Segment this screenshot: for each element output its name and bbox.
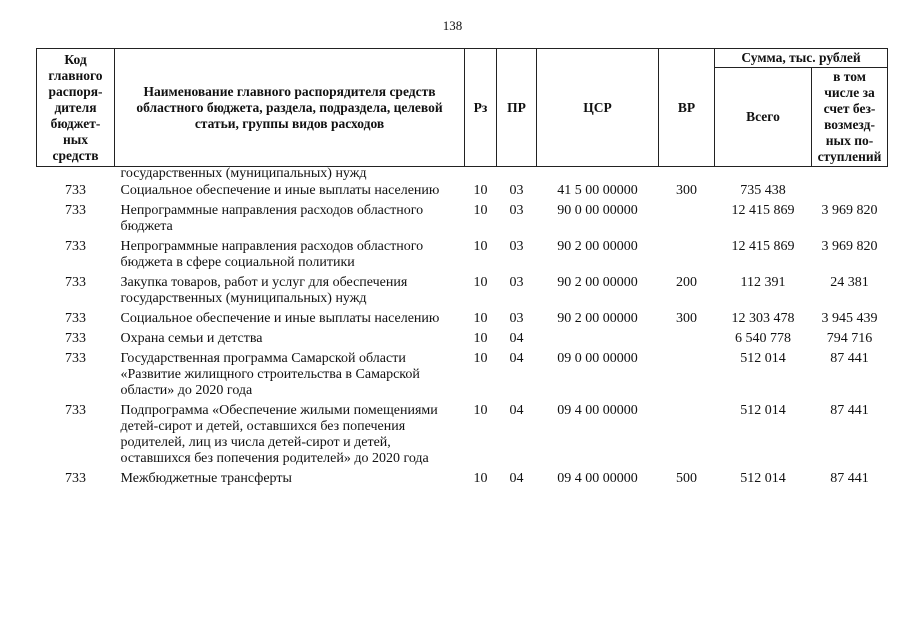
- cell-code: 733: [65, 471, 86, 486]
- cell-name: Непрограммные направления расходов областного бюджета: [120, 203, 424, 234]
- cell-vr: 300: [676, 311, 697, 326]
- header-sum-group: Сумма, тыс. рублей: [715, 49, 888, 68]
- cell-pr: 04: [509, 351, 524, 366]
- cell-rz: 10: [473, 311, 488, 326]
- header-rz: Рз: [465, 49, 497, 167]
- cell-vr: [659, 203, 715, 239]
- cell-name: Непрограммные направления расходов областного бюджета в сфере социальной политики: [120, 239, 424, 270]
- cell-total: 12 303 478: [731, 311, 795, 326]
- cell-total: 12 415 869: [731, 203, 795, 218]
- cell-vr: [659, 331, 715, 351]
- cell-name: Межбюджетные трансферты: [120, 471, 292, 486]
- cell-grants: 87 441: [830, 471, 869, 486]
- cell-code: 733: [65, 203, 86, 218]
- table-row: [37, 311, 888, 331]
- cell-grants: 3 969 820: [821, 239, 878, 254]
- cell-rz: 10: [473, 203, 488, 218]
- cell-rz: 10: [473, 275, 488, 290]
- cell-grants: 24 381: [830, 275, 869, 290]
- cell-grants: 87 441: [830, 403, 869, 418]
- cell-vr: [659, 239, 715, 275]
- cell-csr: 09 0 00 00000: [557, 351, 638, 366]
- table-row: [37, 203, 888, 239]
- cell-vr: 200: [676, 275, 697, 290]
- cell-rz: 10: [473, 239, 488, 254]
- cell-csr: 90 2 00 00000: [557, 239, 638, 254]
- cell-name: Социальное обеспечение и иные выплаты населению: [120, 183, 440, 198]
- cell-code: 733: [65, 351, 86, 366]
- table-row: [37, 331, 888, 351]
- cell-code: 733: [65, 239, 86, 254]
- cell-csr: 90 0 00 00000: [557, 203, 638, 218]
- cell-name: Подпрограмма «Обеспечение жилыми помещениями детей-сирот и детей, оставшихся без попечения родителей, лиц из числа детей-сирот и детей, оставшихся без попечения родителей» до 2020 года: [120, 403, 438, 466]
- table-row: [37, 403, 888, 471]
- header-name: Наименование главного распорядителя средств областного бюджета, раздела, подраздела, целевой статьи, группы видов расходов: [115, 49, 465, 167]
- header-code: Код главного распоря-дителя бюджет-ных средств: [37, 49, 115, 167]
- cell-pr: 04: [509, 403, 524, 418]
- cell-total: 512 014: [740, 471, 786, 486]
- budget-table: [36, 48, 888, 491]
- cell-pr: 03: [509, 203, 524, 218]
- cell-vr: 500: [676, 471, 697, 486]
- cell-pr: 03: [509, 183, 524, 198]
- header-total: Всего: [715, 68, 812, 167]
- cell-csr: 09 4 00 00000: [557, 403, 638, 418]
- cell-csr: 09 4 00 00000: [557, 471, 638, 486]
- cell-pr: 03: [509, 311, 524, 326]
- table-row-continued: [37, 167, 888, 184]
- cell-csr: 90 2 00 00000: [557, 275, 638, 290]
- cell-vr: [659, 351, 715, 403]
- cell-grants: 3 945 439: [821, 311, 878, 326]
- table-header: [37, 49, 888, 167]
- page-number: 138: [442, 18, 463, 33]
- cell-pr: 03: [509, 275, 524, 290]
- cell-total: 512 014: [740, 403, 786, 418]
- cell-grants: [812, 183, 888, 203]
- cell-pr: 04: [509, 471, 524, 486]
- cell-grants: 87 441: [830, 351, 869, 366]
- cell-rz: 10: [473, 351, 488, 366]
- header-csr: ЦСР: [537, 49, 659, 167]
- cell-rz: 10: [473, 471, 488, 486]
- cell-rz: 10: [473, 331, 488, 346]
- cell-code: 733: [65, 183, 86, 198]
- cell-name: Закупка товаров, работ и услуг для обеспечения государственных (муниципальных) нужд: [120, 275, 408, 306]
- cell-total: 512 014: [740, 351, 786, 366]
- header-grants: в том числе за счет без-возмезд-ных по-ступлений: [812, 68, 888, 167]
- cell-code: 733: [65, 311, 86, 326]
- cell-total: 12 415 869: [731, 239, 795, 254]
- table-row: [37, 471, 888, 491]
- cell-csr: 90 2 00 00000: [557, 311, 638, 326]
- cell-total: 735 438: [740, 183, 786, 198]
- continued-text: государственных (муниципальных) нужд: [120, 166, 367, 181]
- header-pr: ПР: [497, 49, 537, 167]
- table-row: [37, 275, 888, 311]
- cell-csr: [537, 331, 659, 351]
- table-row: [37, 351, 888, 403]
- cell-vr: 300: [676, 183, 697, 198]
- cell-code: 733: [65, 403, 86, 418]
- table-body: [37, 167, 888, 492]
- cell-grants: 3 969 820: [821, 203, 878, 218]
- cell-grants: 794 716: [826, 331, 873, 346]
- cell-pr: 03: [509, 239, 524, 254]
- cell-rz: 10: [473, 403, 488, 418]
- cell-total: 112 391: [740, 275, 786, 290]
- cell-total: 6 540 778: [735, 331, 791, 346]
- cell-code: 733: [65, 275, 86, 290]
- cell-name: Социальное обеспечение и иные выплаты населению: [120, 311, 440, 326]
- header-vr: ВР: [659, 49, 715, 167]
- table-row: [37, 183, 888, 203]
- cell-rz: 10: [473, 183, 488, 198]
- cell-name: Государственная программа Самарской области «Развитие жилищного строительства в Самарской области» до 2020 года: [120, 351, 420, 398]
- table-row: [37, 239, 888, 275]
- cell-name: Охрана семьи и детства: [120, 331, 263, 346]
- cell-code: 733: [65, 331, 86, 346]
- cell-vr: [659, 403, 715, 471]
- cell-csr: 41 5 00 00000: [557, 183, 638, 198]
- cell-pr: 04: [509, 331, 524, 346]
